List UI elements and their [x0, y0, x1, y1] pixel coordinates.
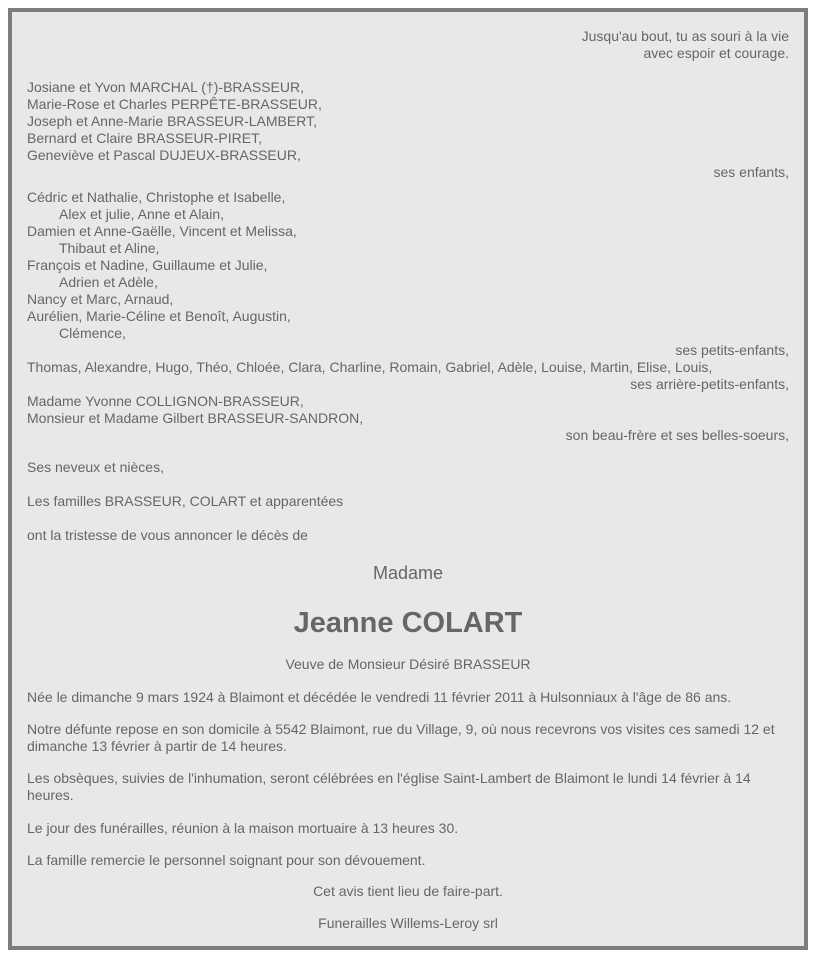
closing-line: Cet avis tient lieu de faire-part.	[313, 883, 503, 899]
great-grandchildren-label: ses arrière-petits-enfants,	[630, 376, 789, 392]
epigraph-line: Jusqu'au bout, tu as souri à la vie	[581, 28, 789, 44]
visitation-paragraph: Notre défunte repose en son domicile à 5542 Blaimont, rue du Village, 9, où nous recevrons vos visites ces samedi 12 et dimanche 13 février à partir de 14 heures.	[27, 721, 775, 754]
grandchildren-line: Aurélien, Marie-Céline et Benoît, Augustin,	[27, 308, 291, 324]
children-line: Bernard et Claire BRASSEUR-PIRET,	[27, 130, 262, 146]
grandchildren-line: Clémence,	[59, 325, 126, 341]
grandchildren-line: Cédric et Nathalie, Christophe et Isabelle,	[27, 189, 286, 205]
epigraph-line: avec espoir et courage.	[643, 45, 789, 61]
grandchildren-line: Nancy et Marc, Arnaud,	[27, 291, 174, 307]
title-madame: Madame	[372, 563, 444, 583]
deceased-name: Jeanne COLART	[293, 607, 523, 639]
in-laws-label: son beau-frère et ses belles-soeurs,	[565, 427, 789, 443]
gathering-paragraph: Le jour des funérailles, réunion à la maison mortuaire à 13 heures 30.	[27, 820, 459, 836]
announcement-line: ont la tristesse de vous annoncer le décès de	[27, 527, 308, 543]
children-list	[27, 79, 789, 164]
funeral-paragraph: Les obsèques, suivies de l'inhumation, seront célébrées en l'église Saint-Lambert de Blaimont le lundi 14 février à 14 heures.	[27, 770, 751, 803]
grandchildren-list	[27, 189, 789, 342]
notice-frame	[8, 8, 808, 950]
grandchildren-label: ses petits-enfants,	[675, 342, 789, 358]
families-line: Les familles BRASSEUR, COLART et apparentées	[27, 493, 344, 509]
children-line: Joseph et Anne-Marie BRASSEUR-LAMBERT,	[27, 113, 317, 129]
grandchildren-line: François et Nadine, Guillaume et Julie,	[27, 257, 268, 273]
in-laws-list	[27, 393, 789, 427]
children-line: Marie-Rose et Charles PERPÊTE-BRASSEUR,	[27, 96, 322, 112]
in-laws-line: Monsieur et Madame Gilbert BRASSEUR-SANDRON,	[27, 410, 364, 426]
epigraph	[27, 28, 789, 62]
children-line: Josiane et Yvon MARCHAL (†)-BRASSEUR,	[27, 79, 304, 95]
children-line: Geneviève et Pascal DUJEUX-BRASSEUR,	[27, 147, 301, 163]
grandchildren-line: Thibaut et Aline,	[59, 240, 160, 256]
thanks-paragraph: La famille remercie le personnel soignant pour son dévouement.	[27, 852, 426, 868]
birth-death-paragraph: Née le dimanche 9 mars 1924 à Blaimont et décédée le vendredi 11 février 2011 à Hulsonniaux à l'âge de 86 ans.	[27, 689, 732, 705]
notice-content	[27, 28, 789, 932]
in-laws-line: Madame Yvonne COLLIGNON-BRASSEUR,	[27, 393, 304, 409]
widow-of-line: Veuve de Monsieur Désiré BRASSEUR	[285, 656, 531, 672]
nephews-line: Ses neveux et nièces,	[27, 459, 164, 475]
funeral-home: Funerailles Willems-Leroy srl	[318, 915, 498, 931]
grandchildren-line: Adrien et Adèle,	[59, 274, 158, 290]
children-label: ses enfants,	[713, 164, 789, 180]
great-grandchildren-line: Thomas, Alexandre, Hugo, Théo, Chloée, Clara, Charline, Romain, Gabriel, Adèle, Louise, Martin, Elise, Louis,	[27, 359, 713, 375]
grandchildren-line: Alex et julie, Anne et Alain,	[59, 206, 224, 222]
grandchildren-line: Damien et Anne-Gaëlle, Vincent et Melissa,	[27, 223, 297, 239]
